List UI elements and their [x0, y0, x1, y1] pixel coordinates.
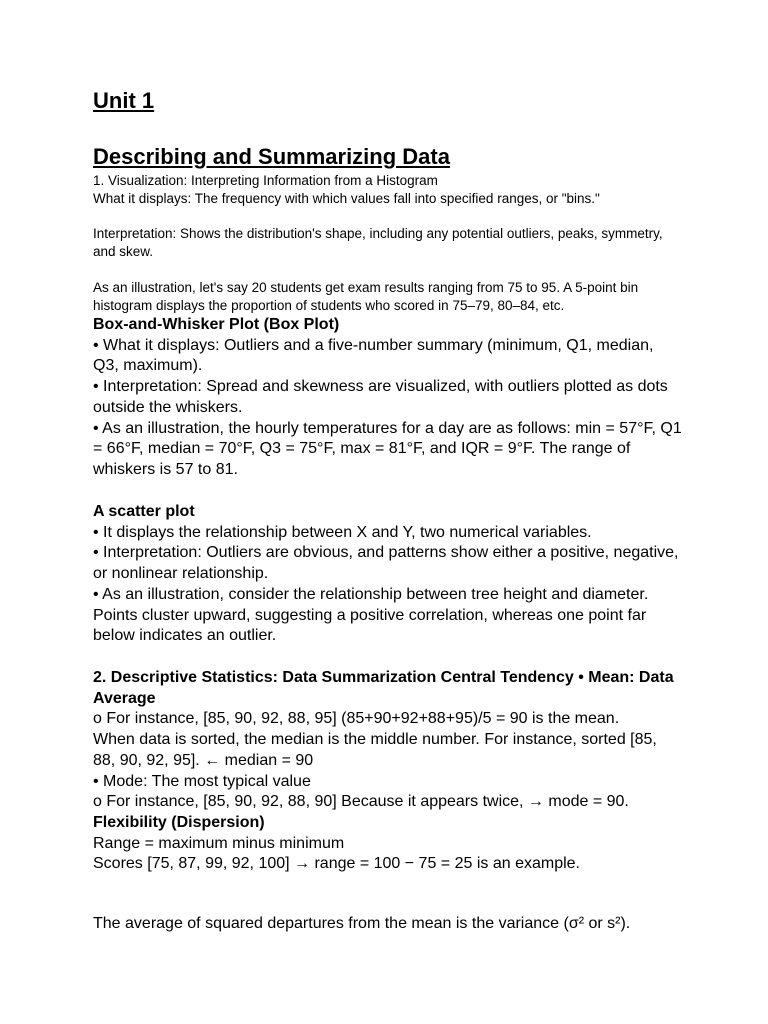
- dispersion-heading: Flexibility (Dispersion): [93, 813, 265, 831]
- intro-block: [93, 172, 683, 208]
- scatter-bullet-3: • As an illustration, consider the relationship between tree height and diameter. Points cluster upward, suggesting a positive correlation, whereas one point far below indicates an outlier.: [93, 585, 649, 645]
- boxplot-bullet-1: • What it displays: Outliers and a five-number summary (minimum, Q1, median, Q3, maximum).: [93, 336, 654, 375]
- range-definition: Range = maximum minus minimum: [93, 834, 345, 852]
- intro-line2: What it displays: The frequency with which values fall into specified ranges, or "bins.": [93, 191, 600, 206]
- variance-line: The average of squared departures from the mean is the variance (σ² or s²).: [93, 915, 631, 932]
- median-text: When data is sorted, the median is the middle number. For instance, sorted [85, 88, 90, 92, 95]. ← median = 90: [93, 731, 657, 769]
- stats-heading: 2. Descriptive Statistics: Data Summarization Central Tendency • Mean: Data Average: [93, 669, 674, 707]
- intro-illustration: As an illustration, let's say 20 students get exam results ranging from 75 to 95. A 5-point bin histogram displays the proportion of students who scored in 75–79, 80–84, etc.: [93, 280, 639, 313]
- scatter-section: [93, 502, 683, 647]
- section-title: Describing and Summarizing Data: [93, 144, 450, 169]
- boxplot-heading: Box-and-Whisker Plot (Box Plot): [93, 316, 340, 333]
- scatter-heading: A scatter plot: [93, 503, 195, 520]
- range-example: Scores [75, 87, 99, 92, 100] → range = 100 − 75 = 25 is an example.: [93, 855, 580, 873]
- mode-example: o For instance, [85, 90, 92, 88, 90] Because it appears twice, → mode = 90.: [93, 793, 629, 811]
- intro-line1: 1. Visualization: Interpreting Information from a Histogram: [93, 173, 438, 188]
- scatter-bullet-2: • Interpretation: Outliers are obvious, and patterns show either a positive, negative, or nonlinear relationship.: [93, 544, 679, 583]
- stats-section: [93, 668, 683, 875]
- boxplot-section: [93, 315, 683, 481]
- boxplot-bullet-2: • Interpretation: Spread and skewness are visualized, with outliers plotted as dots outside the whiskers.: [93, 378, 668, 416]
- mode-line: • Mode: The most typical value: [93, 772, 311, 790]
- boxplot-bullet-3: • As an illustration, the hourly temperatures for a day are as follows: min = 57°F, Q1 = 66°F, median = 70°F, Q3 = 75°F, max = 81°F, and IQR = 9°F. The range of whiskers is 57 to 81.: [93, 419, 682, 478]
- unit-title: Unit 1: [93, 88, 155, 113]
- mean-example: o For instance, [85, 90, 92, 88, 95] (85+90+92+88+95)/5 = 90 is the mean.: [93, 710, 620, 728]
- intro-interpretation: Interpretation: Shows the distribution's shape, including any potential outliers, peaks, symmetry, and skew.: [93, 226, 663, 259]
- scatter-bullet-1: • It displays the relationship between X and Y, two numerical variables.: [93, 523, 592, 541]
